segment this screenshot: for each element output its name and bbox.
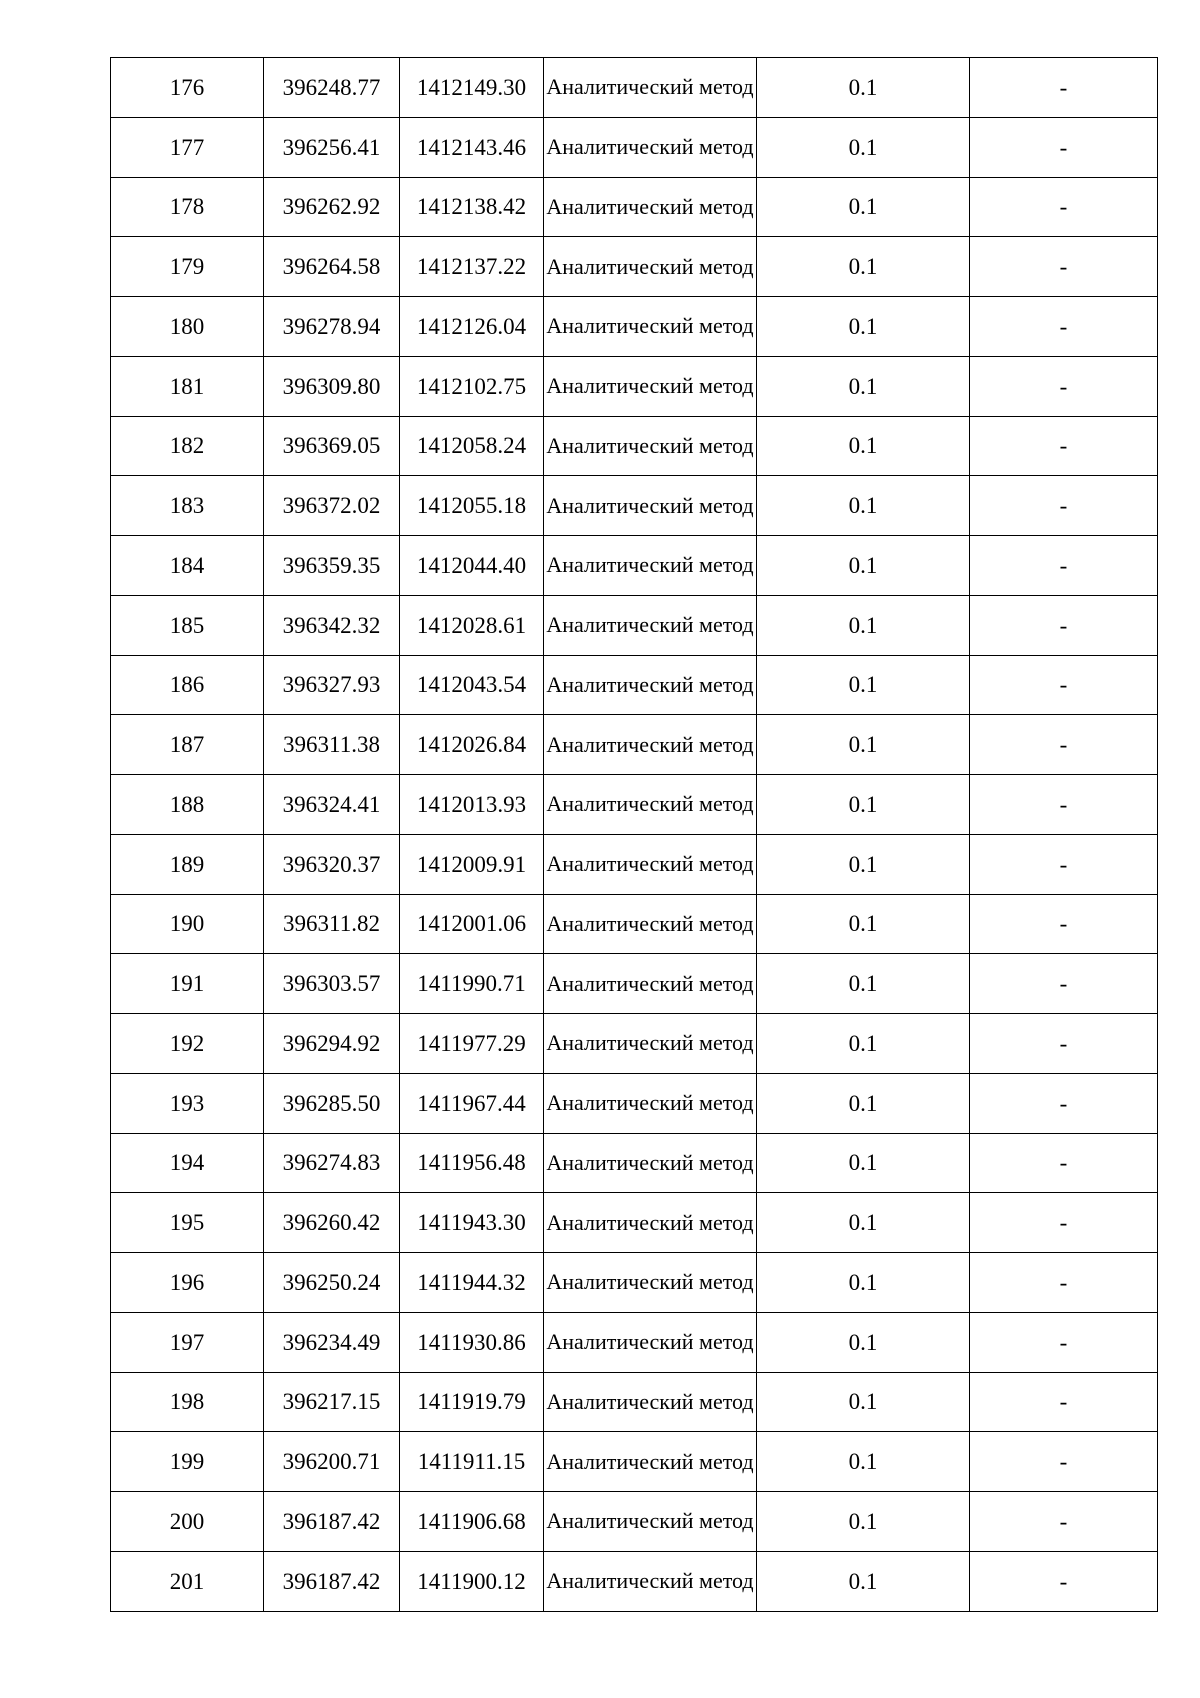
point-number-cell: 195 (111, 1193, 264, 1253)
y-coordinate-cell: 1411930.86 (400, 1312, 544, 1372)
method-cell: Аналитический метод (544, 1014, 757, 1074)
table-row (111, 1193, 1158, 1253)
x-coordinate-cell: 396303.57 (264, 954, 400, 1014)
table-row (111, 1372, 1158, 1432)
x-coordinate-cell: 396264.58 (264, 237, 400, 297)
note-cell: - (970, 1372, 1158, 1432)
table-row (111, 536, 1158, 596)
table-row (111, 1551, 1158, 1611)
point-number-cell: 190 (111, 894, 264, 954)
y-coordinate-cell: 1411977.29 (400, 1014, 544, 1074)
x-coordinate-cell: 396342.32 (264, 595, 400, 655)
y-coordinate-cell: 1412058.24 (400, 416, 544, 476)
y-coordinate-cell: 1412044.40 (400, 536, 544, 596)
note-cell: - (970, 58, 1158, 118)
point-number-cell: 182 (111, 416, 264, 476)
x-coordinate-cell: 396262.92 (264, 177, 400, 237)
table-row (111, 1133, 1158, 1193)
table-row (111, 1312, 1158, 1372)
accuracy-cell: 0.1 (757, 476, 970, 536)
method-cell: Аналитический метод (544, 1073, 757, 1133)
accuracy-cell: 0.1 (757, 1073, 970, 1133)
y-coordinate-cell: 1412126.04 (400, 297, 544, 357)
method-cell: Аналитический метод (544, 58, 757, 118)
table-row (111, 117, 1158, 177)
method-cell: Аналитический метод (544, 1193, 757, 1253)
table-row (111, 297, 1158, 357)
accuracy-cell: 0.1 (757, 1193, 970, 1253)
accuracy-cell: 0.1 (757, 1432, 970, 1492)
table-body (111, 58, 1158, 1612)
accuracy-cell: 0.1 (757, 536, 970, 596)
note-cell: - (970, 775, 1158, 835)
y-coordinate-cell: 1411919.79 (400, 1372, 544, 1432)
method-cell: Аналитический метод (544, 117, 757, 177)
point-number-cell: 199 (111, 1432, 264, 1492)
point-number-cell: 189 (111, 834, 264, 894)
x-coordinate-cell: 396372.02 (264, 476, 400, 536)
point-number-cell: 183 (111, 476, 264, 536)
y-coordinate-cell: 1412149.30 (400, 58, 544, 118)
y-coordinate-cell: 1412137.22 (400, 237, 544, 297)
method-cell: Аналитический метод (544, 237, 757, 297)
accuracy-cell: 0.1 (757, 595, 970, 655)
note-cell: - (970, 297, 1158, 357)
point-number-cell: 181 (111, 356, 264, 416)
note-cell: - (970, 1432, 1158, 1492)
table-row (111, 954, 1158, 1014)
y-coordinate-cell: 1412055.18 (400, 476, 544, 536)
x-coordinate-cell: 396256.41 (264, 117, 400, 177)
point-number-cell: 180 (111, 297, 264, 357)
method-cell: Аналитический метод (544, 1312, 757, 1372)
x-coordinate-cell: 396248.77 (264, 58, 400, 118)
method-cell: Аналитический метод (544, 297, 757, 357)
point-number-cell: 193 (111, 1073, 264, 1133)
y-coordinate-cell: 1411967.44 (400, 1073, 544, 1133)
y-coordinate-cell: 1412138.42 (400, 177, 544, 237)
point-number-cell: 185 (111, 595, 264, 655)
note-cell: - (970, 595, 1158, 655)
point-number-cell: 198 (111, 1372, 264, 1432)
point-number-cell: 184 (111, 536, 264, 596)
x-coordinate-cell: 396327.93 (264, 655, 400, 715)
method-cell: Аналитический метод (544, 1551, 757, 1611)
note-cell: - (970, 1492, 1158, 1552)
accuracy-cell: 0.1 (757, 954, 970, 1014)
table-row (111, 416, 1158, 476)
table-row (111, 655, 1158, 715)
method-cell: Аналитический метод (544, 834, 757, 894)
accuracy-cell: 0.1 (757, 356, 970, 416)
y-coordinate-cell: 1411944.32 (400, 1253, 544, 1313)
table-row (111, 476, 1158, 536)
point-number-cell: 187 (111, 715, 264, 775)
y-coordinate-cell: 1412001.06 (400, 894, 544, 954)
method-cell: Аналитический метод (544, 416, 757, 476)
point-number-cell: 191 (111, 954, 264, 1014)
x-coordinate-cell: 396369.05 (264, 416, 400, 476)
y-coordinate-cell: 1411906.68 (400, 1492, 544, 1552)
point-number-cell: 201 (111, 1551, 264, 1611)
accuracy-cell: 0.1 (757, 1492, 970, 1552)
note-cell: - (970, 1133, 1158, 1193)
note-cell: - (970, 894, 1158, 954)
note-cell: - (970, 1193, 1158, 1253)
note-cell: - (970, 715, 1158, 775)
table-row (111, 715, 1158, 775)
accuracy-cell: 0.1 (757, 1372, 970, 1432)
method-cell: Аналитический метод (544, 1133, 757, 1193)
table-row (111, 1073, 1158, 1133)
accuracy-cell: 0.1 (757, 177, 970, 237)
point-number-cell: 179 (111, 237, 264, 297)
accuracy-cell: 0.1 (757, 117, 970, 177)
table-row (111, 834, 1158, 894)
method-cell: Аналитический метод (544, 954, 757, 1014)
method-cell: Аналитический метод (544, 356, 757, 416)
accuracy-cell: 0.1 (757, 1253, 970, 1313)
point-number-cell: 200 (111, 1492, 264, 1552)
point-number-cell: 177 (111, 117, 264, 177)
x-coordinate-cell: 396309.80 (264, 356, 400, 416)
point-number-cell: 196 (111, 1253, 264, 1313)
accuracy-cell: 0.1 (757, 1551, 970, 1611)
y-coordinate-cell: 1412102.75 (400, 356, 544, 416)
table-row (111, 237, 1158, 297)
y-coordinate-cell: 1412028.61 (400, 595, 544, 655)
note-cell: - (970, 237, 1158, 297)
x-coordinate-cell: 396250.24 (264, 1253, 400, 1313)
table-row (111, 894, 1158, 954)
accuracy-cell: 0.1 (757, 1312, 970, 1372)
x-coordinate-cell: 396187.42 (264, 1492, 400, 1552)
accuracy-cell: 0.1 (757, 237, 970, 297)
method-cell: Аналитический метод (544, 655, 757, 715)
method-cell: Аналитический метод (544, 1492, 757, 1552)
y-coordinate-cell: 1412009.91 (400, 834, 544, 894)
point-number-cell: 197 (111, 1312, 264, 1372)
x-coordinate-cell: 396285.50 (264, 1073, 400, 1133)
note-cell: - (970, 177, 1158, 237)
method-cell: Аналитический метод (544, 595, 757, 655)
point-number-cell: 188 (111, 775, 264, 835)
y-coordinate-cell: 1411990.71 (400, 954, 544, 1014)
accuracy-cell: 0.1 (757, 775, 970, 835)
note-cell: - (970, 834, 1158, 894)
x-coordinate-cell: 396260.42 (264, 1193, 400, 1253)
method-cell: Аналитический метод (544, 775, 757, 835)
note-cell: - (970, 536, 1158, 596)
note-cell: - (970, 1551, 1158, 1611)
note-cell: - (970, 1253, 1158, 1313)
y-coordinate-cell: 1411911.15 (400, 1432, 544, 1492)
note-cell: - (970, 655, 1158, 715)
x-coordinate-cell: 396311.82 (264, 894, 400, 954)
accuracy-cell: 0.1 (757, 655, 970, 715)
x-coordinate-cell: 396324.41 (264, 775, 400, 835)
method-cell: Аналитический метод (544, 476, 757, 536)
point-number-cell: 194 (111, 1133, 264, 1193)
y-coordinate-cell: 1411900.12 (400, 1551, 544, 1611)
x-coordinate-cell: 396294.92 (264, 1014, 400, 1074)
x-coordinate-cell: 396217.15 (264, 1372, 400, 1432)
y-coordinate-cell: 1411943.30 (400, 1193, 544, 1253)
x-coordinate-cell: 396187.42 (264, 1551, 400, 1611)
method-cell: Аналитический метод (544, 536, 757, 596)
note-cell: - (970, 1312, 1158, 1372)
y-coordinate-cell: 1412013.93 (400, 775, 544, 835)
y-coordinate-cell: 1412026.84 (400, 715, 544, 775)
note-cell: - (970, 1073, 1158, 1133)
note-cell: - (970, 954, 1158, 1014)
table-row (111, 1014, 1158, 1074)
table-row (111, 775, 1158, 835)
x-coordinate-cell: 396359.35 (264, 536, 400, 596)
point-number-cell: 178 (111, 177, 264, 237)
table-row (111, 356, 1158, 416)
accuracy-cell: 0.1 (757, 715, 970, 775)
accuracy-cell: 0.1 (757, 834, 970, 894)
accuracy-cell: 0.1 (757, 416, 970, 476)
y-coordinate-cell: 1412043.54 (400, 655, 544, 715)
point-number-cell: 186 (111, 655, 264, 715)
method-cell: Аналитический метод (544, 1432, 757, 1492)
coordinates-table (110, 57, 1158, 1612)
accuracy-cell: 0.1 (757, 1133, 970, 1193)
method-cell: Аналитический метод (544, 894, 757, 954)
table-row (111, 1492, 1158, 1552)
accuracy-cell: 0.1 (757, 894, 970, 954)
note-cell: - (970, 356, 1158, 416)
x-coordinate-cell: 396274.83 (264, 1133, 400, 1193)
accuracy-cell: 0.1 (757, 58, 970, 118)
point-number-cell: 192 (111, 1014, 264, 1074)
x-coordinate-cell: 396278.94 (264, 297, 400, 357)
table-row (111, 1432, 1158, 1492)
note-cell: - (970, 476, 1158, 536)
accuracy-cell: 0.1 (757, 1014, 970, 1074)
table-row (111, 595, 1158, 655)
x-coordinate-cell: 396234.49 (264, 1312, 400, 1372)
x-coordinate-cell: 396311.38 (264, 715, 400, 775)
method-cell: Аналитический метод (544, 1372, 757, 1432)
method-cell: Аналитический метод (544, 715, 757, 775)
x-coordinate-cell: 396200.71 (264, 1432, 400, 1492)
note-cell: - (970, 117, 1158, 177)
y-coordinate-cell: 1411956.48 (400, 1133, 544, 1193)
y-coordinate-cell: 1412143.46 (400, 117, 544, 177)
method-cell: Аналитический метод (544, 177, 757, 237)
table-row (111, 1253, 1158, 1313)
table-row (111, 177, 1158, 237)
note-cell: - (970, 416, 1158, 476)
x-coordinate-cell: 396320.37 (264, 834, 400, 894)
point-number-cell: 176 (111, 58, 264, 118)
note-cell: - (970, 1014, 1158, 1074)
method-cell: Аналитический метод (544, 1253, 757, 1313)
table-row (111, 58, 1158, 118)
accuracy-cell: 0.1 (757, 297, 970, 357)
